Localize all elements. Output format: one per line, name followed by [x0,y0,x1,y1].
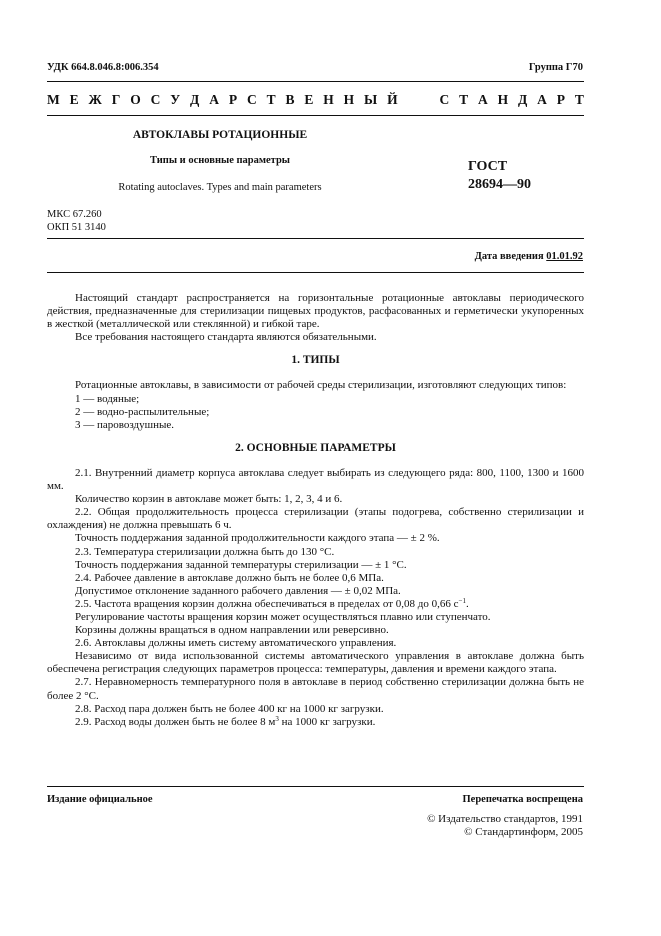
banner-letter: А [209,92,219,107]
document-body [47,292,584,729]
section-heading-parameters: 2. ОСНОВНЫЕ ПАРАМЕТРЫ [235,441,396,454]
udk-code: УДК 664.8.046.8:006.354 [47,62,159,73]
classification-codes [47,208,106,234]
banner-letter: М [47,92,60,107]
okp-code: ОКП 51 3140 [47,222,106,233]
banner-letter: Ы [364,92,378,107]
types-paragraph: Ротационные автоклавы, в зависимости от рабочей среды стерилизации, изготовляют следующих типов: [75,379,567,392]
clause-2-2: 2.2. Общая продолжительность процесса стерилизации (этапы подогрева, собственно стерилизации и охлаждения) не должна превышать 6 ч. [47,506,584,532]
intro-paragraph: Настоящий стандарт распространяется на горизонтальные ротационные автоклавы периодического действия, предназначенные для стерилизации пищевых продуктов, расфасованных и герметически укупоренных в жесткой (металлической или стеклянной) и гибкой таре. [47,292,584,331]
clause-2-9-text: 2.9. Расход воды должен быть не более 8 м [75,715,276,728]
copyright-block [427,813,583,839]
banner-letter: У [170,92,181,107]
clause-2-1: 2.1. Внутренний диаметр корпуса автоклава следует выбирать из следующего ряда: 800, 1100, 1300 и 1600 мм. [47,466,584,493]
banner-letter: Р [228,92,238,107]
clause-2-6: 2.6. Автоклавы должны иметь систему автоматического управления. [75,637,397,650]
banner-letter: С [439,92,450,107]
mks-code: МКС 67.260 [47,209,102,220]
banner-letter: Е [304,92,314,107]
banner-letter: Й [387,92,398,107]
type-item: 3 — паровоздушные. [75,418,175,431]
banner-letter: Т [459,92,469,107]
clause-2-5-exponent: −1 [458,596,466,605]
clause-2-7: 2.7. Неравномерность температурного поля в автоклаве в период собственно стерилизации должна быть не более 2 °С. [47,676,584,702]
banner-letter: Д [190,92,200,107]
banner-letter: Ж [88,92,102,107]
clause-2-6-note: Независимо от вида использованной системы автоматического управления в автоклаве должна быть обеспечена регистрация следующих параметров процесса: температуры, давления и времени каждого этапа. [47,650,584,676]
section-heading-types: 1. ТИПЫ [291,354,340,367]
clause-2-5 [47,598,584,611]
footer-rule [47,786,584,787]
banner-letter: О [130,92,141,107]
clause-2-4: 2.4. Рабочее давление в автоклаве должно быть не более 0,6 МПа. [75,571,384,584]
banner-rule [47,115,584,116]
banner-word-gap [408,92,430,108]
gost-label: ГОСТ [468,159,508,174]
banner-letter: Н [343,92,355,107]
intro-date-value: 01.01.92 [546,251,583,262]
type-item: 1 — водяные; [75,392,140,405]
standard-title: АВТОКЛАВЫ РОТАЦИОННЫЕ [132,129,308,141]
banner-letter: А [537,92,547,107]
banner-letter: Т [574,92,584,107]
codes-rule [47,238,584,239]
clause-2-2-note: Точность поддержания заданной продолжительности каждого этапа — ± 2 %. [75,532,440,545]
banner-letter: В [285,92,295,107]
banner-letter: Т [266,92,276,107]
banner-letter: Р [556,92,566,107]
intro-paragraph: Все требования настоящего стандарта являются обязательными. [75,331,377,344]
gost-designation [468,158,531,194]
banner-letter: С [246,92,257,107]
banner-letter: Д [517,92,528,107]
clause-2-5-note: Корзины должны вращаться в одном направлении или реверсивно. [75,624,389,637]
standard-subtitle: Типы и основные параметры [149,155,291,166]
clause-2-5-text: 2.5. Частота вращения корзин должна обеспечиваться в пределах от 0,08 до 0,66 с [75,597,459,610]
gost-number: 28694—90 [468,177,531,192]
clause-2-8: 2.8. Расход пара должен быть не более 400 кг на 1000 кг загрузки. [75,702,384,715]
group-code: Группа Г70 [528,62,583,73]
clause-2-9-exponent: 3 [275,714,279,723]
banner-letter: Н [497,92,509,107]
banner-letter: Е [69,92,79,107]
intro-date-label: Дата введения [474,251,544,262]
copyright-line: © Издательство стандартов, 1991 [427,813,583,825]
english-title: Rotating autoclaves. Types and main parameters [118,182,322,193]
banner-letter: Г [111,92,121,107]
clause-2-5-note: Регулирование частоты вращения корзин может осуществляться плавно или ступенчато. [75,610,491,623]
clause-2-3-note: Точность поддержания заданной температуры стерилизации — ± 1 °С. [75,558,407,571]
clause-2-1-note: Количество корзин в автоклаве может быть: 1, 2, 3, 4 и 6. [75,493,343,506]
introduction-date [475,251,583,262]
clause-2-9 [47,716,584,729]
header-rule [47,81,584,82]
type-item: 2 — водно-распылительные; [75,405,210,418]
date-rule [47,272,584,273]
clause-2-4-note: Допустимое отклонение заданного рабочего давления — ± 0,02 МПа. [75,584,401,597]
copyright-line: © Стандартинформ, 2005 [464,826,583,838]
banner-letter: С [150,92,161,107]
clause-2-3: 2.3. Температура стерилизации должна быть до 130 °С. [75,545,335,558]
banner-letter: Н [323,92,334,107]
clause-2-9-end: на 1000 кг загрузки. [278,715,376,728]
interstate-standard-banner [47,92,584,108]
official-edition-label: Издание официальное [47,794,153,805]
clause-2-5-end: . [465,597,469,610]
reprint-prohibited-label: Перепечатка воспрещена [462,794,583,805]
banner-letter: А [477,92,488,107]
